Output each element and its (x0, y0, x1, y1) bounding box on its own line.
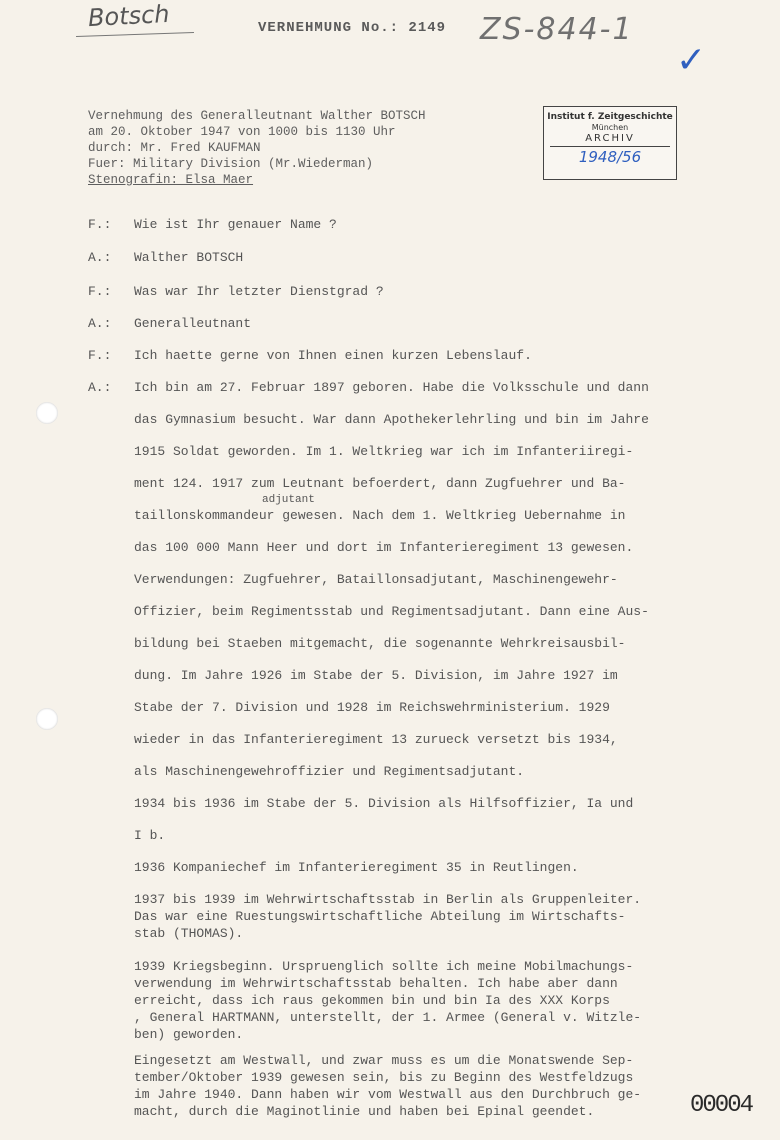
answer-line: bildung bei Staeben mitgemacht, die sogenannte Wehrkreisausbil- (134, 636, 626, 651)
header-line: Fuer: Military Division (Mr.Wiederman) (88, 157, 374, 171)
qa-line (88, 380, 649, 395)
header-line: Stenografin: Elsa Maer (88, 173, 254, 187)
qa-label: F.: (88, 348, 112, 363)
paragraph-wehrwirtschaftsstab (134, 891, 754, 942)
qa-line (88, 316, 251, 331)
qa-text: Was war Ihr letzter Dienstgrad ? (134, 284, 384, 299)
checkmark-icon: ✓ (676, 40, 707, 81)
paragraph-line: 1937 bis 1939 im Wehrwirtschaftsstab in Berlin als Gruppenleiter. (134, 892, 642, 907)
qa-text: Walther BOTSCH (134, 250, 244, 265)
header-line: am 20. Oktober 1947 von 1000 bis 1130 Uhr (88, 125, 396, 139)
binder-hole-bottom (36, 708, 58, 730)
paragraph-line: , General HARTMANN, unterstellt, der 1. Armee (General v. Witzle- (134, 1010, 642, 1025)
qa-text: Wie ist Ihr genauer Name ? (134, 217, 337, 232)
qa-label: F.: (88, 217, 112, 232)
answer-line: taillonskommandeur gewesen. Nach dem 1. Weltkrieg Uebernahme in (134, 508, 626, 523)
answer-line: 1915 Soldat geworden. Im 1. Weltkrieg war ich im Infanteriiregi- (134, 444, 634, 459)
answer-line: als Maschinengewehroffizier und Regimentsadjutant. (134, 764, 525, 779)
paragraph-line: ben) geworden. (134, 1027, 244, 1042)
stamp-divider (550, 146, 670, 147)
interrogation-header (88, 108, 508, 188)
handwritten-reference: ZS-844-1 (480, 12, 634, 47)
qa-label: A.: (88, 380, 112, 395)
answer-line: ment 124. 1917 zum Leutnant befoerdert, dann Zugfuehrer und Ba- (134, 476, 626, 491)
paragraph-line: Eingesetzt am Westwall, und zwar muss es um die Monatswende Sep- (134, 1053, 634, 1068)
overtyped-correction: adjutant (262, 494, 315, 506)
header-line: durch: Mr. Fred KAUFMAN (88, 141, 261, 155)
stamp-archive: ARCHIV (585, 133, 635, 144)
paragraph-line: tember/Oktober 1939 gewesen sein, bis zu Beginn des Westfeldzugs (134, 1070, 634, 1085)
document-title: VERNEHMUNG No.: 2149 (258, 20, 447, 36)
paragraph-line: im Jahre 1940. Dann haben wir vom Westwall aus den Durchbruch ge- (134, 1087, 642, 1102)
answer-line: 1934 bis 1936 im Stabe der 5. Division als Hilfsoffizier, Ia und (134, 796, 634, 811)
handwritten-name-underline (76, 32, 194, 37)
paragraph-line: macht, durch die Maginotlinie und haben bei Epinal geendet. (134, 1104, 595, 1119)
paragraph-line: verwendung im Wehrwirtschaftsstab behalten. Ich habe aber dann (134, 976, 618, 991)
paragraph-line: erreicht, dass ich raus gekommen bin und bin Ia des XXX Korps (134, 993, 610, 1008)
qa-line (88, 217, 337, 232)
answer-line: Offizier, beim Regimentsstab und Regimentsadjutant. Dann eine Aus- (134, 604, 649, 619)
answer-line: dung. Im Jahre 1926 im Stabe der 5. Division, im Jahre 1927 im (134, 668, 618, 683)
paragraph-line: Das war eine Ruestungswirtschaftliche Abteilung im Wirtschafts- (134, 909, 626, 924)
qa-text: Generalleutnant (134, 316, 252, 331)
binder-hole-top (36, 402, 58, 424)
qa-text: Ich haette gerne von Ihnen einen kurzen Lebenslauf. (134, 348, 532, 363)
answer-line: das 100 000 Mann Heer und dort im Infanterieregiment 13 gewesen. (134, 540, 634, 555)
qa-text: Ich bin am 27. Februar 1897 geboren. Habe die Volksschule und dann (134, 380, 649, 395)
handwritten-name: Botsch (87, 0, 171, 33)
qa-line (88, 250, 243, 265)
answer-line: Stabe der 7. Division und 1928 im Reichswehrministerium. 1929 (134, 700, 610, 715)
archive-stamp (543, 106, 677, 180)
stamp-number: 1948/56 (578, 148, 642, 166)
answer-line: I b. (134, 828, 166, 843)
header-line: Vernehmung des Generalleutnant Walther BOTSCH (88, 109, 426, 123)
stamp-institute: Institut f. Zeitgeschichte (547, 112, 673, 122)
qa-label: A.: (88, 316, 112, 331)
answer-line: 1936 Kompaniechef im Infanterieregiment 35 in Reutlingen. (134, 860, 579, 875)
page-mark: 00004 (690, 1092, 753, 1119)
stamp-city: München (591, 123, 629, 132)
paragraph-kriegsbeginn (134, 958, 754, 1043)
qa-label: F.: (88, 284, 112, 299)
answer-line: das Gymnasium besucht. War dann Apothekerlehrling und bin im Jahre (134, 412, 649, 427)
paragraph-line: 1939 Kriegsbeginn. Urspruenglich sollte ich meine Mobilmachungs- (134, 959, 634, 974)
qa-line (88, 284, 384, 299)
qa-line (88, 348, 532, 363)
answer-line: wieder in das Infanterieregiment 13 zurueck versetzt bis 1934, (134, 732, 618, 747)
paragraph-line: stab (THOMAS). (134, 926, 244, 941)
qa-label: A.: (88, 250, 112, 265)
paragraph-westwall (134, 1052, 754, 1120)
answer-line: Verwendungen: Zugfuehrer, Bataillonsadjutant, Maschinengewehr- (134, 572, 618, 587)
